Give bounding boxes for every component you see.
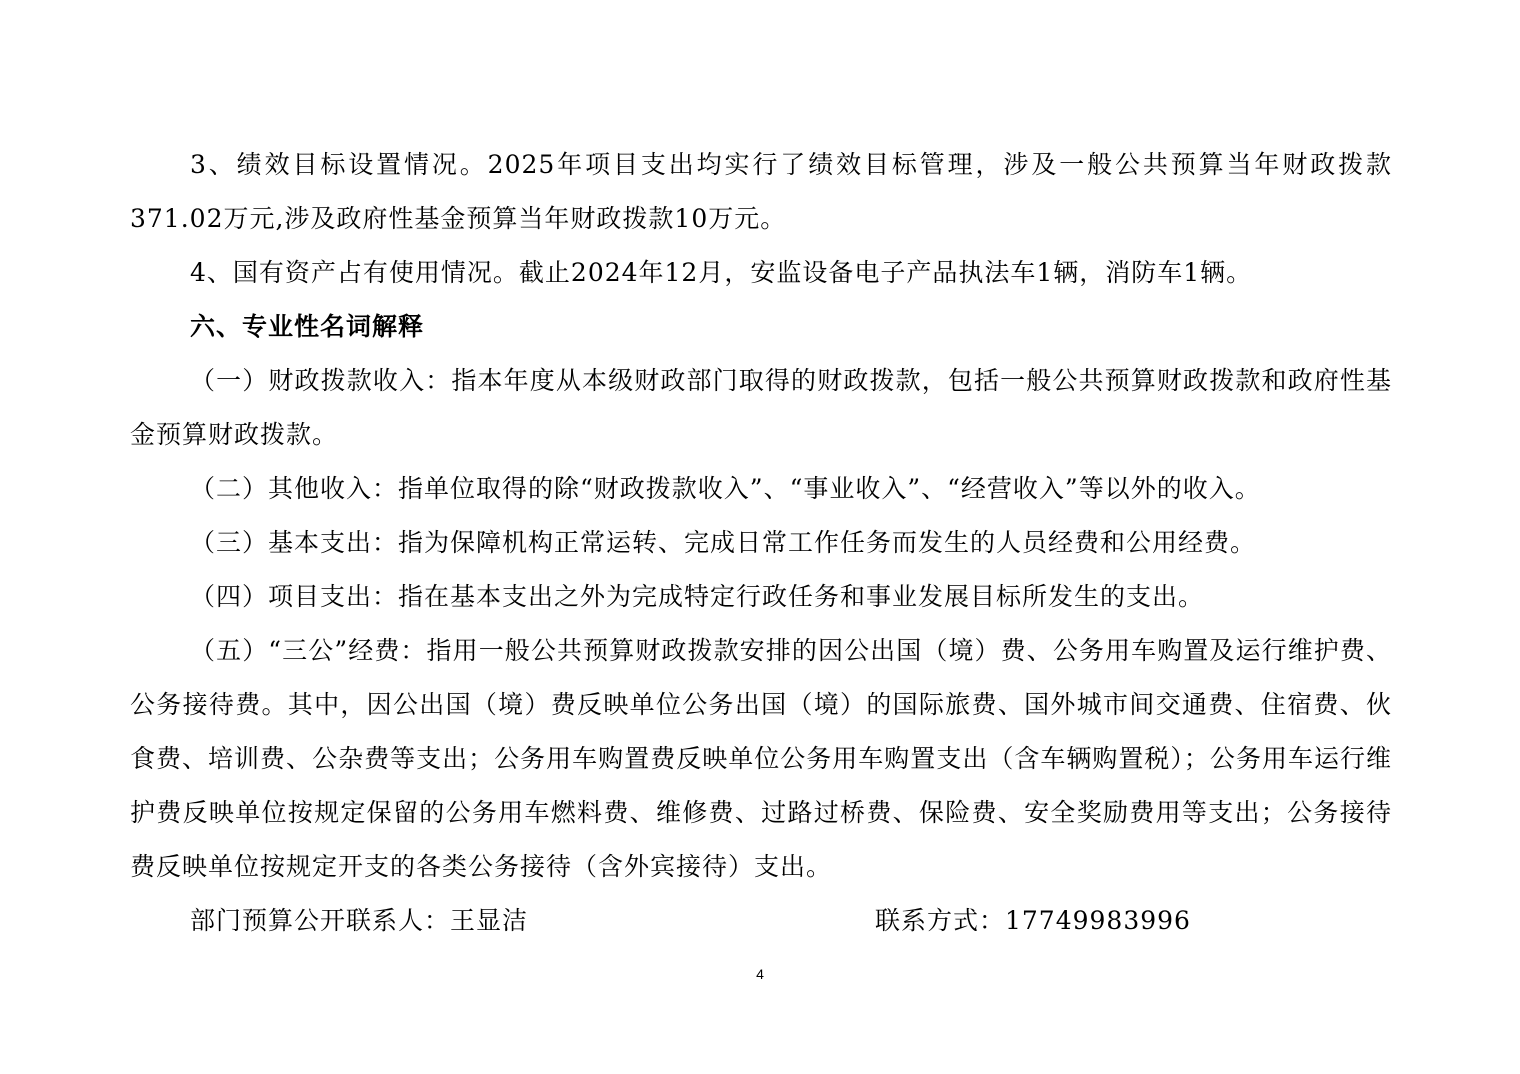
page-number: 4: [756, 966, 764, 982]
contact-row: [130, 894, 1392, 948]
definition-other-income: （二）其他收入：指单位取得的除“财政拨款收入”、“事业收入”、“经营收入”等以外的收入。: [190, 474, 1261, 503]
document-body: [130, 138, 1392, 948]
section-heading-terms: 六、专业性名词解释: [190, 312, 425, 341]
paragraph-state-assets: 4、国有资产占有使用情况。截止2024年12月，安监设备电子产品执法车1辆，消防车1辆。: [190, 258, 1253, 287]
definition-basic-expenditure: （三）基本支出：指为保障机构正常运转、完成日常工作任务而发生的人员经费和公用经费。: [190, 528, 1257, 557]
definition-three-public-expenses: （五）“三公”经费：指用一般公共预算财政拨款安排的因公出国（境）费、公务用车购置及运行维护费、公务接待费。其中，因公出国（境）费反映单位公务出国（境）的国际旅费、国外城市间交通费、住宿费、伙食费、培训费、公杂费等支出；公务用车购置费反映单位公务用车购置支出（含车辆购置税）；公务用车运行维护费反映单位按规定保留的公务用车燃料费、维修费、过路过桥费、保险费、安全奖励费用等支出；公务接待费反映单位按规定开支的各类公务接待（含外宾接待）支出。: [130, 636, 1392, 881]
definition-project-expenditure: （四）项目支出：指在基本支出之外为完成特定行政任务和事业发展目标所发生的支出。: [190, 582, 1205, 611]
contact-phone: 联系方式：17749983996: [875, 906, 1191, 935]
paragraph-performance-targets: 3、绩效目标设置情况。2025年项目支出均实行了绩效目标管理，涉及一般公共预算当年财政拨款371.02万元,涉及政府性基金预算当年财政拨款10万元。: [130, 150, 1392, 233]
definition-fiscal-appropriation-income: （一）财政拨款收入：指本年度从本级财政部门取得的财政拨款，包括一般公共预算财政拨款和政府性基金预算财政拨款。: [130, 366, 1392, 449]
contact-person: 部门预算公开联系人：王显洁: [190, 906, 529, 935]
